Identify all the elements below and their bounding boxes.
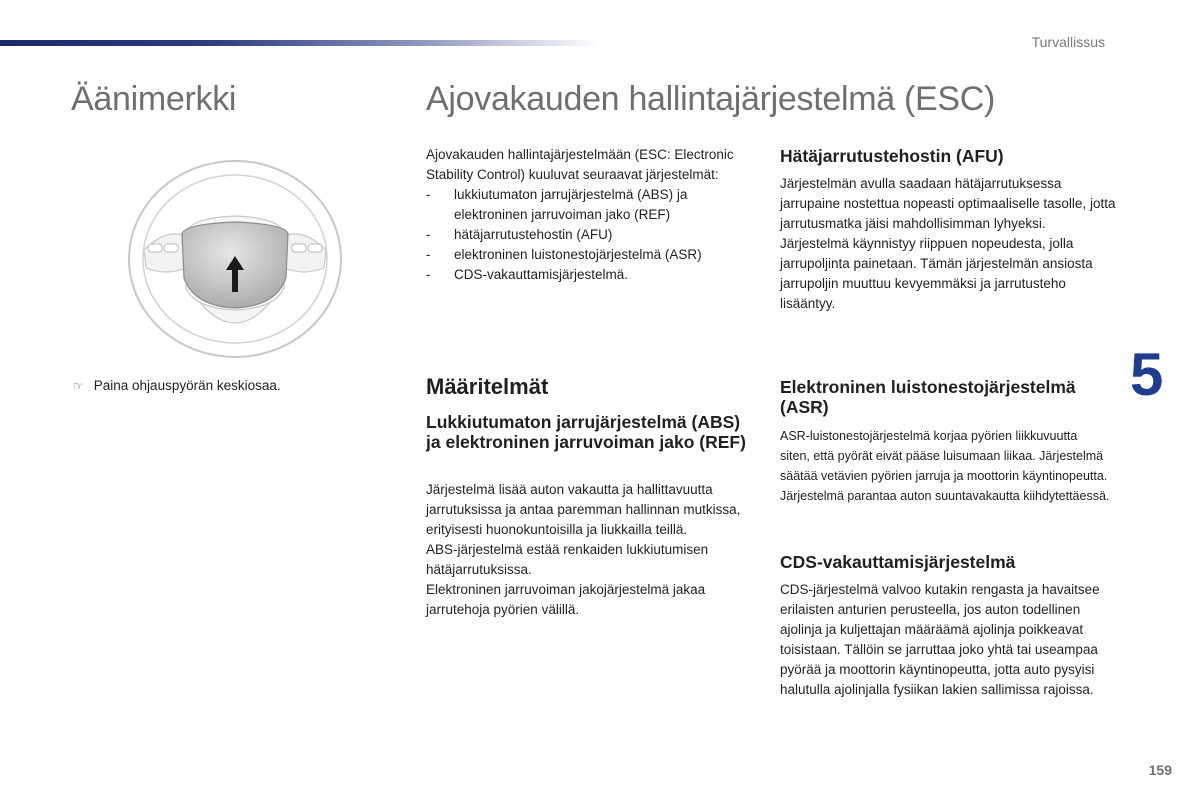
paragraph: Elektroninen jarruvoiman jakojärjestelmä jakaa jarrutehoja pyörien välillä. bbox=[426, 582, 706, 617]
horn-instruction-note bbox=[73, 378, 281, 393]
abs-heading: Lukkiutumaton jarrujärjestelmä (ABS) ja elektroninen jarruvoiman jako (REF) bbox=[426, 412, 746, 452]
page-number: 159 bbox=[1148, 762, 1172, 778]
systems-list bbox=[426, 185, 756, 285]
intro-text: Ajovakauden hallintajärjestelmään (ESC: Electronic Stability Control) kuuluvat seuraavat järjestelmät: bbox=[426, 147, 734, 182]
chapter-number: 5 bbox=[1130, 341, 1164, 408]
cds-heading: CDS-vakauttamisjärjestelmä bbox=[780, 552, 1016, 572]
asr-heading: Elektroninen luistonestojärjestelmä (ASR) bbox=[780, 377, 1076, 417]
paragraph: ABS-järjestelmä estää renkaiden lukkiutumisen hätäjarrutuksissa. bbox=[426, 542, 709, 577]
section-label: Turvallissus bbox=[1031, 34, 1105, 50]
list-item: - hätäjarrutustehostin (AFU) bbox=[426, 227, 613, 242]
afu-body bbox=[780, 174, 1120, 314]
steering-wheel-horn-icon bbox=[126, 158, 344, 360]
cds-body bbox=[780, 580, 1110, 700]
note-text: Paina ohjauspyörän keskiosaa. bbox=[93, 378, 281, 393]
paragraph: CDS-järjestelmä valvoo kutakin rengasta ja havaitsee erilaisten anturien perusteella, jos auton todellinen ajolinja ja kuljettajan määräämä ajolinja poikkeavat toisistaan. Tällöin se jarruttaa joko yhtä tai useampaa pyörää ja moottorin käyntinopeutta, jotta auto pysyisi halutulla ajolinjalla fysiikan lakien sallimissa rajoissa. bbox=[780, 582, 1100, 697]
paragraph: Järjestelmä käynnistyy riippuen nopeudesta, jolla jarrupoljinta painetaan. Tämän järjestelmän ansiosta jarrupoljin muuttuu kevyemmäksi ja jarrutusteho lisääntyy. bbox=[780, 236, 1093, 311]
page-title-esc: Ajovakauden hallintajärjestelmä (ESC) bbox=[426, 80, 996, 118]
list-item: - CDS-vakauttamisjärjestelmä. bbox=[426, 267, 629, 282]
list-item: - lukkiutumaton jarrujärjestelmä (ABS) ja elektroninen jarruvoiman jako (REF) bbox=[426, 187, 688, 222]
list-item: - elektroninen luistonestojärjestelmä (ASR) bbox=[426, 247, 702, 262]
page-title-horn: Äänimerkki bbox=[71, 80, 237, 118]
header-gradient-bar bbox=[0, 40, 600, 46]
afu-heading: Hätäjarrutustehostin (AFU) bbox=[780, 146, 1004, 166]
abs-body bbox=[426, 480, 761, 620]
paragraph: ASR-luistonestojärjestelmä korjaa pyörien liikkuvuutta siten, että pyörät eivät pääse luisumaan liikaa. Järjestelmä säätää vetävien pyörien jarruja ja moottorin käyntinopeutta. Järjestelmä parantaa auton suuntavakautta kiihdytettäessä. bbox=[780, 429, 1110, 503]
pointing-hand-icon: ☞ bbox=[73, 379, 84, 393]
definitions-heading: Määritelmät bbox=[426, 374, 549, 399]
paragraph: Järjestelmä lisää auton vakautta ja hallittavuutta jarrutuksissa ja antaa paremman hallinnan mutkissa, erityisesti huonokuntoisilla ja liukkailla teillä. bbox=[426, 482, 741, 537]
asr-body bbox=[780, 426, 1110, 506]
paragraph: Järjestelmän avulla saadaan hätäjarrutuksessa jarrupaine nostettua nopeasti optimaaliselle tasolle, jotta jarrutusmatka jäisi mahdollisimman lyhyeksi. bbox=[780, 176, 1116, 231]
esc-intro-block bbox=[426, 145, 756, 285]
